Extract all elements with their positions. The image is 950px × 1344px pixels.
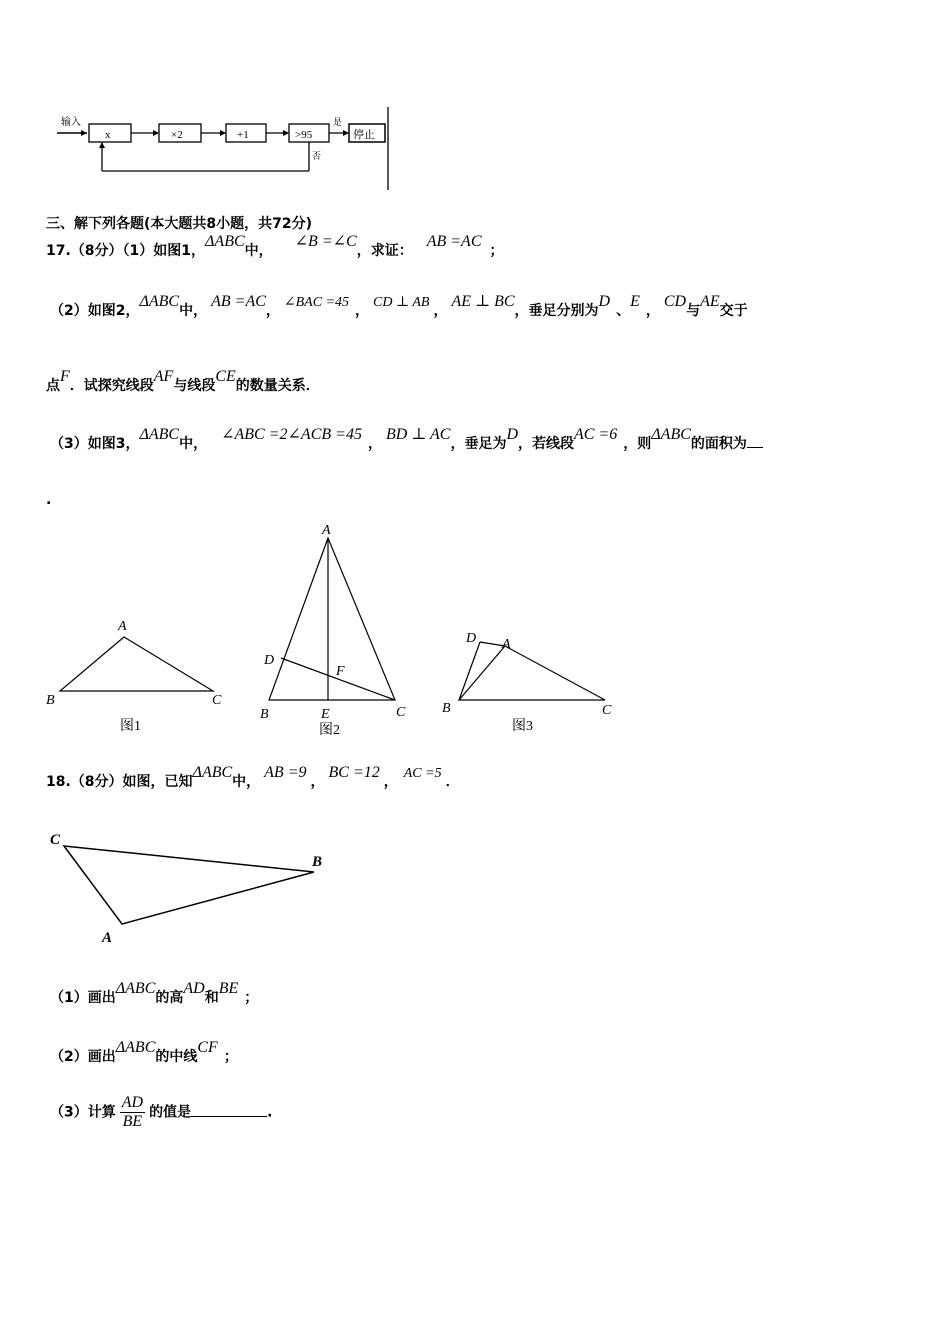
figure-3 xyxy=(442,631,612,734)
svg-text:B: B xyxy=(442,701,451,716)
svg-text:停止: 停止 xyxy=(353,129,375,141)
flow-input-label: 输入 xyxy=(61,117,81,128)
section-heading: 三、解下列各题(本大题共8小题，共72分) xyxy=(46,216,313,232)
q17-part3-dot: . xyxy=(46,492,52,508)
svg-text:F: F xyxy=(336,664,345,679)
svg-text:E: E xyxy=(321,707,330,722)
svg-text:B: B xyxy=(260,707,269,722)
svg-text:A: A xyxy=(322,523,331,538)
q18-part3: （3）计算 $\frac{AD}{BE}$ 的值是 . xyxy=(50,1094,273,1130)
svg-text:D: D xyxy=(264,653,275,668)
svg-text:B: B xyxy=(46,693,55,708)
q17-part3: （3）如图3，ΔABC中，∠ABC =2∠ACB =45，BD ⊥ AC，垂足为D，若线段AC =6，则ΔABC的面积为 xyxy=(50,433,763,453)
q18-figure xyxy=(40,822,340,952)
svg-text:D: D xyxy=(466,631,477,646)
svg-text:C: C xyxy=(212,693,222,708)
figure-2-caption: 图2 xyxy=(319,723,340,738)
q18-part2: （2）画出ΔABC的中线CF； xyxy=(50,1039,238,1065)
figure-3-caption: 图3 xyxy=(512,719,533,734)
svg-text:C: C xyxy=(396,705,406,720)
svg-text:A: A xyxy=(502,637,511,652)
q17-figures xyxy=(40,518,630,740)
svg-text:+1: +1 xyxy=(237,129,249,141)
svg-text:>95: >95 xyxy=(295,129,313,141)
figure-2 xyxy=(260,523,406,738)
svg-text:B: B xyxy=(312,854,323,870)
figure-1-caption: 图1 xyxy=(120,719,141,734)
flow-no-label: 否 xyxy=(312,151,322,161)
q17-part2-line1: （2）如图2，ΔABC中，AB =AC，∠BAC =45，CD ⊥ AB，AE ⊥ BC，垂足分别为D、E，CD与AE交于 xyxy=(50,293,748,319)
flowchart xyxy=(55,105,395,195)
fraction-ad-be: $\frac{AD}{BE}$ xyxy=(121,1094,144,1130)
q17-part1: 17.（8分）（1）如图1，ΔABC中，∠B =∠C，求证：AB =AC； xyxy=(46,233,504,259)
flow-yes-label: 是 xyxy=(333,117,343,127)
svg-text:×2: ×2 xyxy=(171,129,183,141)
svg-text:x: x xyxy=(105,129,111,141)
svg-text:C: C xyxy=(50,832,61,848)
svg-text:A: A xyxy=(102,930,113,946)
q17-part2-line2: 点F．试探究线段AF与线段CE的数量关系． xyxy=(46,368,320,394)
svg-text:A: A xyxy=(118,619,127,634)
q18-stem: 18.（8分）如图，已知ΔABC中，AB =9，BC =12，AC =5． xyxy=(46,764,460,790)
figure-1 xyxy=(46,619,222,734)
svg-text:C: C xyxy=(602,703,612,718)
q18-part1: （1）画出ΔABC的高AD和BE； xyxy=(50,980,259,1006)
